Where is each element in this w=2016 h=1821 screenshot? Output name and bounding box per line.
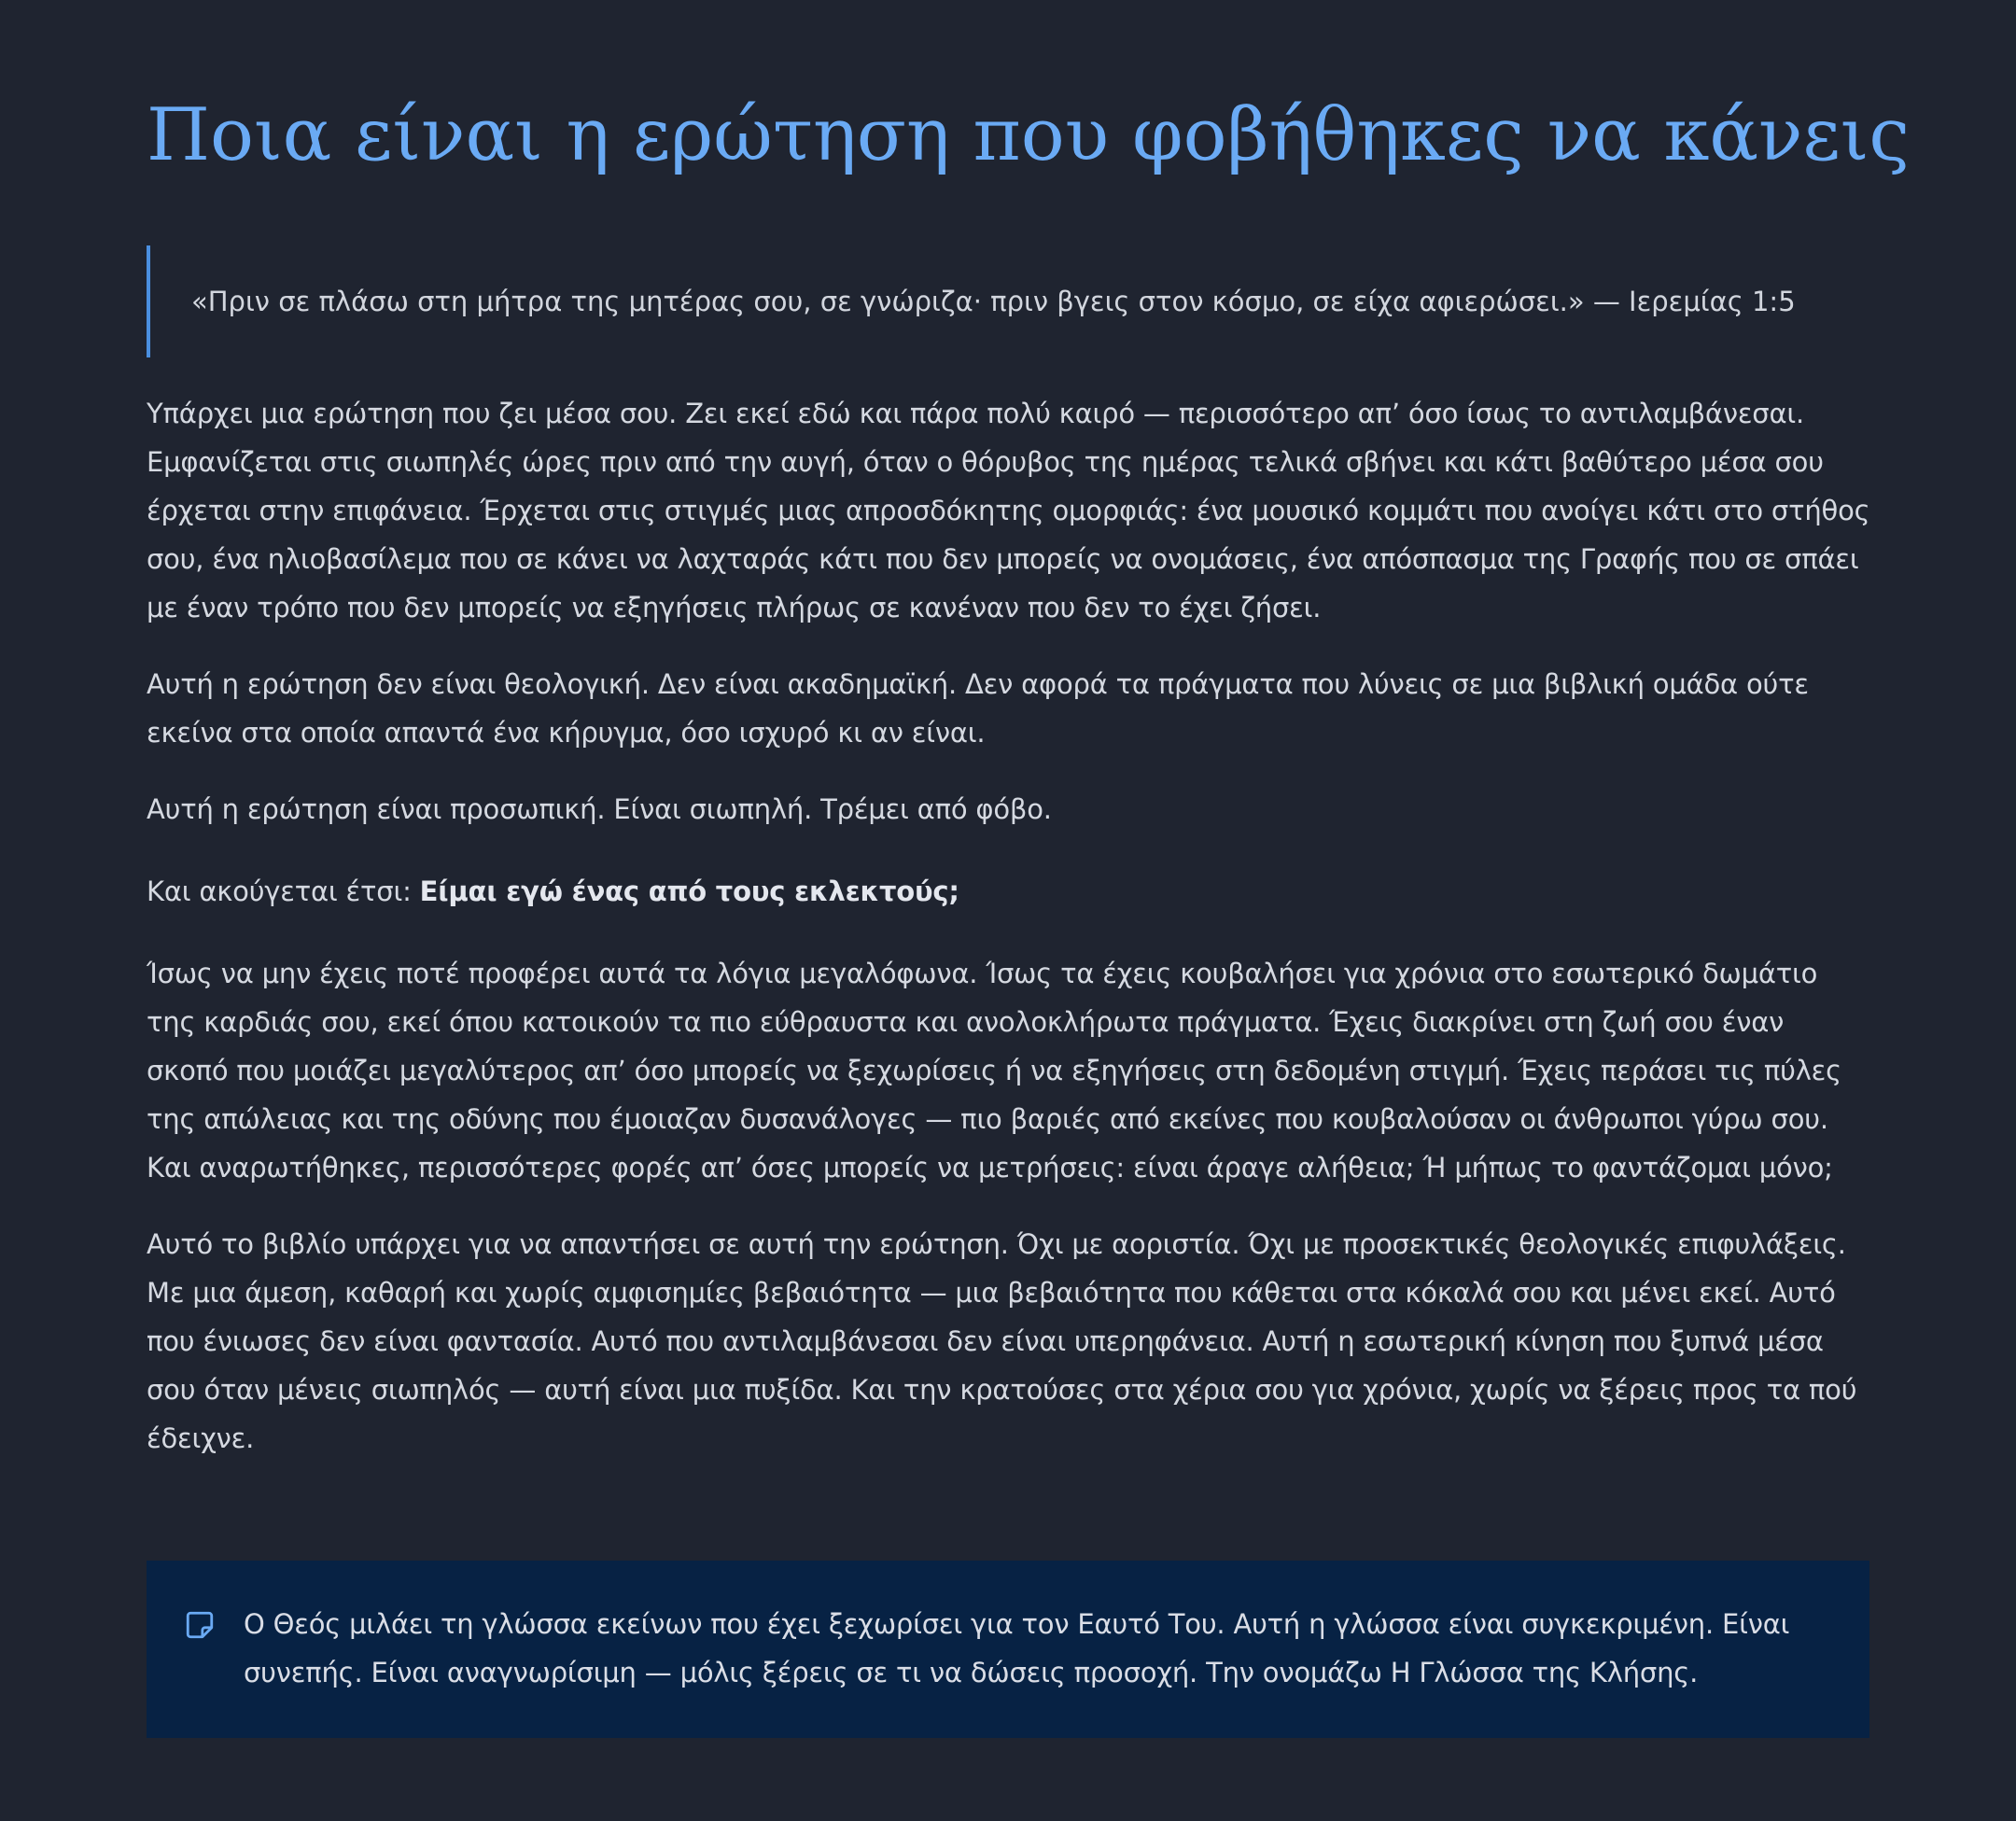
question-intro: Και ακούγεται έτσι:	[147, 875, 420, 907]
paragraph-1: Υπάρχει μια ερώτηση που ζει μέσα σου. Ζει εκεί εδώ και πάρα πολύ καιρό — περισσότερο απ’ όσο ίσως το αντιλαμβάνεσαι. Εμφανίζεται στις σιωπηλές ώρες πριν από την αυγή, όταν ο θόρυβος της ημέρας τελικά σβήνει και κάτι βαθύτερο μέσα σου έρχεται στην επιφάνεια. Έρχεται στις στιγμές μιας απροσδόκητης ομορφιάς: ένα μουσικό κομμάτι που ανοίγει κάτι στο στήθος σου, ένα ηλιοβασίλεμα που σε κάνει να λαχταράς κάτι που δεν μπορείς να ονομάσεις, ένα απόσπασμα της Γραφής που σε σπάει με έναν τρόπο που δεν μπορείς να εξηγήσεις πλήρως σε κανέναν που δεν το έχει ζήσει.	[147, 398, 1870, 623]
paragraph-2: Αυτή η ερώτηση δεν είναι θεολογική. Δεν είναι ακαδημαϊκή. Δεν αφορά τα πράγματα που λύνεις σε μια βιβλική ομάδα ούτε εκείνα στα οποία απαντά ένα κήρυγμα, όσο ισχυρό κι αν είναι.	[147, 668, 1809, 749]
paragraph-5: Ίσως να μην έχεις ποτέ προφέρει αυτά τα λόγια μεγαλόφωνα. Ίσως τα έχεις κουβαλήσει για χρόνια στο εσωτερικό δωμάτιο της καρδιάς σου, εκεί όπου κατοικούν τα πιο εύθραυστα και ανολοκλήρωτα πράγματα. Έχεις διακρίνει στη ζωή σου έναν σκοπό που μοιάζει μεγαλύτερος απ’ όσο μπορείς να ξεχωρίσεις ή να εξηγήσεις στη δεδομένη στιγμή. Έχεις περάσει τις πύλες της απώλειας και της οδύνης που έμοιαζαν δυσανάλογες — πιο βαριές από εκείνες που κουβαλούσαν οι άνθρωποι γύρω σου. Και αναρωτήθηκες, περισσότερες φορές απ’ όσες μπορείς να μετρήσεις: είναι άραγε αλήθεια; Ή μήπως το φαντάζομαι μόνο;	[147, 958, 1841, 1184]
question-bold: Είμαι εγώ ένας από τους εκλεκτούς;	[419, 875, 959, 907]
paragraph-6: Αυτό το βιβλίο υπάρχει για να απαντήσει σε αυτή την ερώτηση. Όχι με αοριστία. Όχι με προσεκτικές θεολογικές επιφυλάξεις. Με μια άμεση, καθαρή και χωρίς αμφισημίες βεβαιότητα — μια βεβαιότητα που κάθεται στα κόκαλά σου και μένει εκεί. Αυτό που ένιωσες δεν είναι φαντασία. Αυτό που αντιλαμβάνεσαι δεν είναι υπερηφάνεια. Αυτή η εσωτερική κίνηση που ξυπνά μέσα σου όταν μένεις σιωπηλός — αυτή είναι μια πυξίδα. Και την κρατούσες στα χέρια σου για χρόνια, χωρίς να ξέρεις προς τα πού έδειχνε.	[147, 1228, 1857, 1454]
scripture-quote	[147, 245, 1869, 357]
note-icon	[184, 1609, 216, 1641]
quote-text: «Πριν σε πλάσω στη μήτρα της μητέρας σου, σε γνώριζα· πριν βγεις στον κόσμο, σε είχα αφιερώσει.» — Ιερεμίας 1:5	[191, 286, 1796, 317]
question-paragraph	[147, 867, 1873, 916]
callout-note	[147, 1561, 1869, 1738]
page-title: Ποια είναι η ερώτηση που φοβήθηκες να κάνεις	[147, 93, 1911, 177]
article-body	[147, 389, 1869, 1463]
callout-text: Ο Θεός μιλάει τη γλώσσα εκείνων που έχει ξεχωρίσει για τον Εαυτό Του. Αυτή η γλώσσα είναι συγκεκριμένη. Είναι συνεπής. Είναι αναγνωρίσιμη — μόλις ξέρεις σε τι να δώσεις προσοχή. Την ονομάζω Η Γλώσσα της Κλήσης.	[244, 1608, 1790, 1688]
paragraph-3: Αυτή η ερώτηση είναι προσωπική. Είναι σιωπηλή. Τρέμει από φόβο.	[147, 793, 1052, 825]
